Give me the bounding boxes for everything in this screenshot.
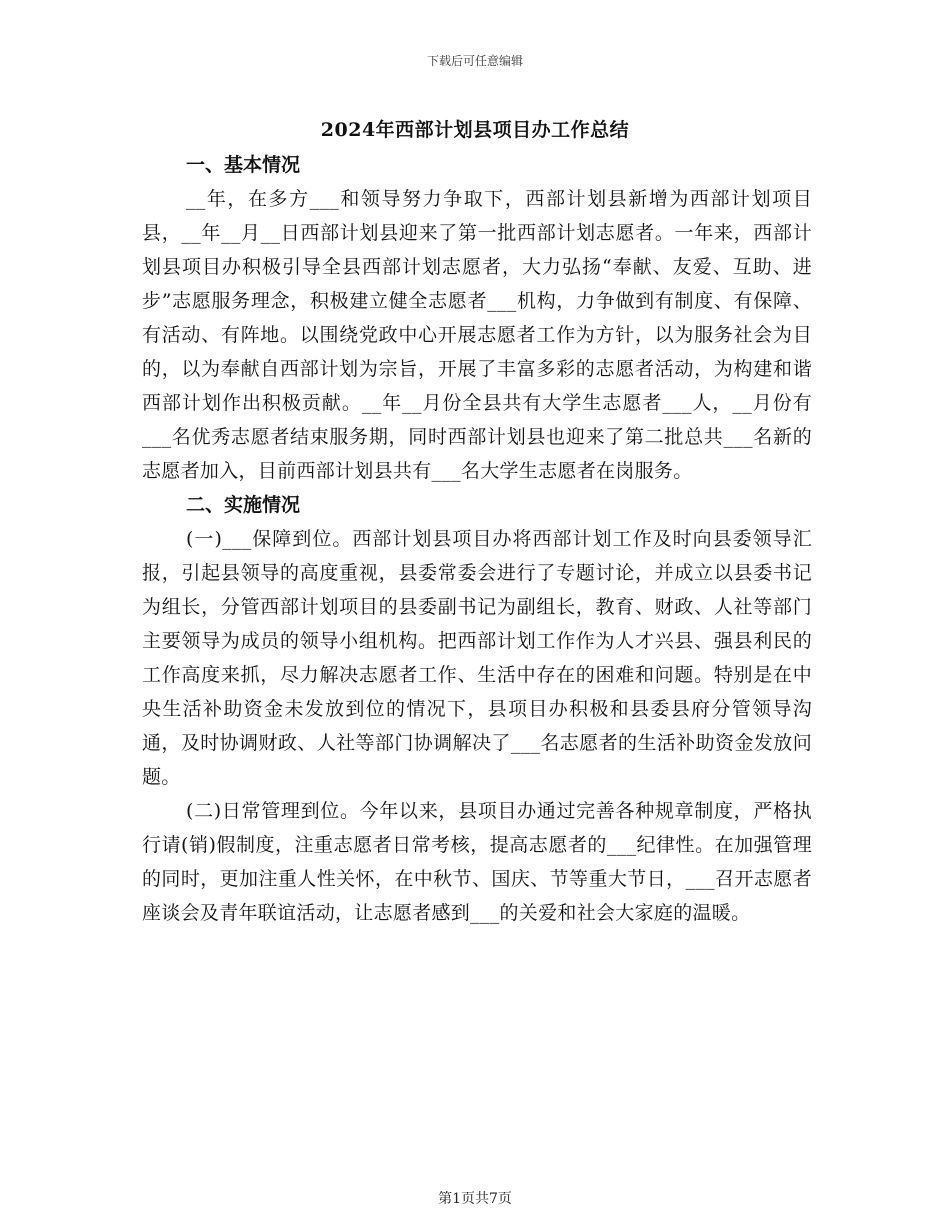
page-footer-number: 第1页共7页 bbox=[438, 1191, 512, 1207]
paragraph-organization-guarantee: (一)___保障到位。西部计划县项目办将西部计划工作及时向县委领导汇报，引起县领导的高度重视，县委常委会进行了专题讨论，并成立以县委书记为组长，分管西部计划项目的县委副书记为副组长，教育、财政、人社等部门主要领导为成员的领导小组机构。把西部计划工作作为人才兴县、强县利民的工作高度来抓，尽力解决志愿者工作、生活中存在的困难和问题。特别是在中央生活补助资金未发放到位的情况下，县项目办积极和县委县府分管领导沟通，及时协调财政、人社等部门协调解决了___名志愿者的生活补助资金发放问题。 bbox=[142, 528, 812, 788]
document-body bbox=[142, 148, 812, 930]
document-title: 2024年西部计划县项目办工作总结 bbox=[320, 119, 630, 141]
paragraph-daily-management: (二)日常管理到位。今年以来，县项目办通过完善各种规章制度，严格执行请(销)假制度，注重志愿者日常考核，提高志愿者的___纪律性。在加强管理的同时，更加注重人性关怀，在中秋节、国庆、节等重大节日，___召开志愿者座谈会及青年联谊活动，让志愿者感到___的关爱和社会大家庭的温暖。 bbox=[142, 800, 812, 924]
paragraph-basic-situation: __年，在多方___和领导努力争取下，西部计划县新增为西部计划项目县，__年__月__日西部计划县迎来了第一批西部计划志愿者。一年来，西部计划县项目办积极引导全县西部计划志愿者，大力弘扬“奉献、友爱、互助、进步”志愿服务理念，积极建立健全志愿者___机构，力争做到有制度、有保障、有活动、有阵地。以围绕党政中心开展志愿者工作为方针，以为服务社会为目的，以为奉献自西部计划为宗旨，开展了丰富多彩的志愿者活动，为构建和谐西部计划作出积极贡献。__年__月份全县共有大学生志愿者___人，__月份有___名优秀志愿者结束服务期，同时西部计划县也迎来了第二批总共___名新的志愿者加入，目前西部计划县共有___名大学生志愿者在岗服务。 bbox=[142, 188, 812, 482]
page-header-note: 下载后可任意编辑 bbox=[426, 54, 523, 68]
section-heading-implementation: 二、实施情况 bbox=[186, 494, 301, 516]
section-heading-basic: 一、基本情况 bbox=[186, 154, 301, 176]
